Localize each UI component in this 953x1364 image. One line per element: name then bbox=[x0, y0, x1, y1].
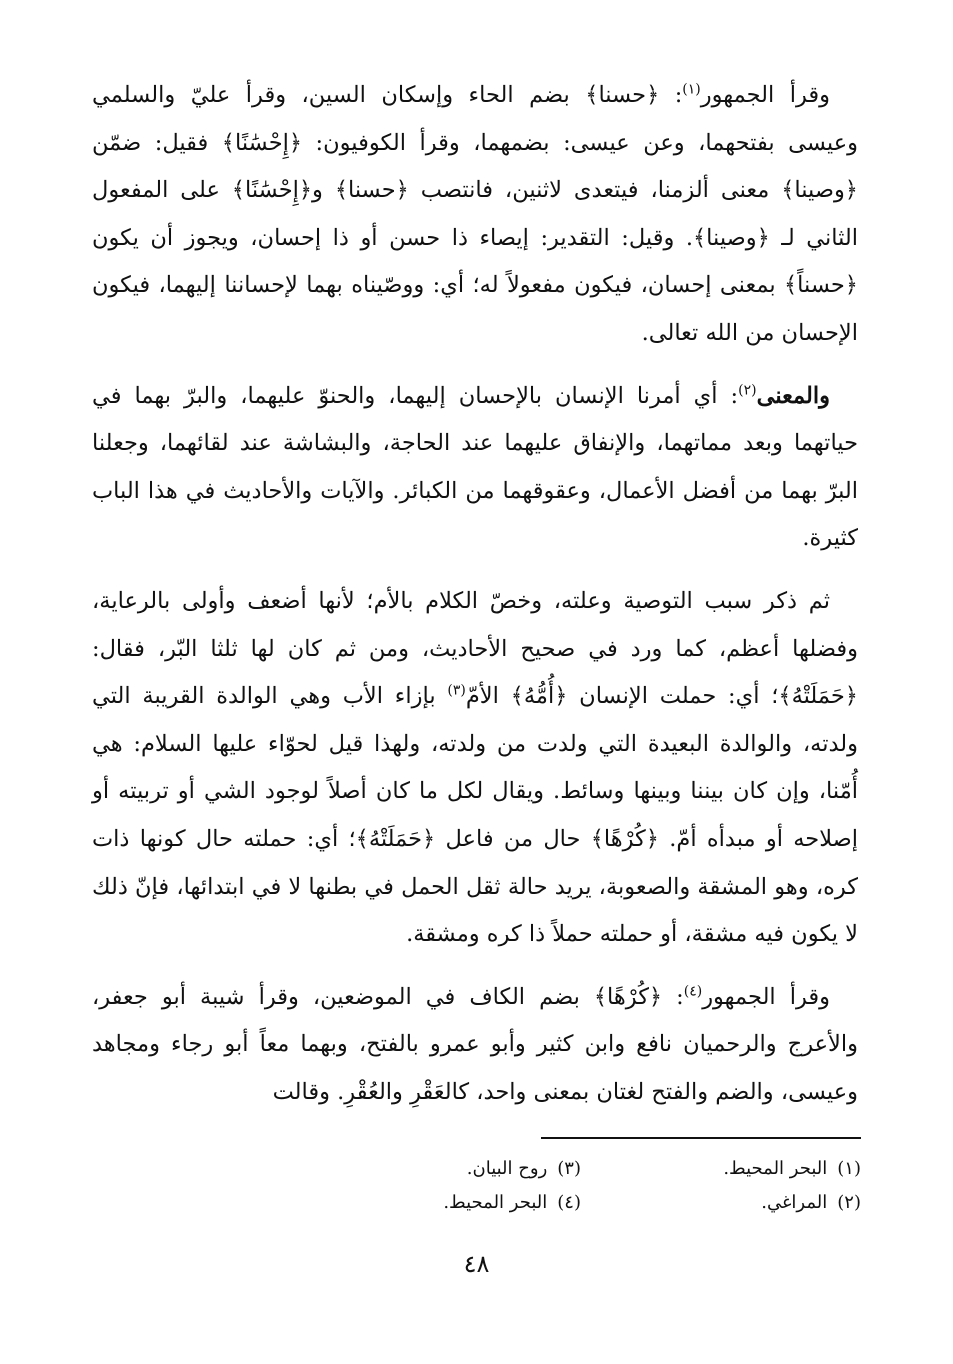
paragraph-lead: والمعنى bbox=[756, 382, 830, 409]
footnotes bbox=[301, 1152, 861, 1220]
footnote-ref-4[interactable]: (٤) bbox=[683, 983, 703, 1000]
paragraph-1: وقرأ الجمهور$^{(١)}$: ﴿حسنا﴾ بضم الحاء وإسكان السين، وقرأ عليّ والسلمي وعيسى بفتحهما، وعن عيسى: بضمهما، وقرأ الكوفيون: ﴿إِحْسَٰنًا﴾ فقيل: ضمّن ﴿وصينا﴾ معنى ألزمنا، فيتعدى لاثنين، فانتصب ﴿حسنا﴾ و﴿إِحْسَٰنًا﴾ على المفعول الثاني لـ ﴿وصينا﴾. وقيل: التقدير: إيصاء ذا حسن أو ذا إحسان، ويجوز أن يكون ﴿حسناً﴾ بمعنى إحسان، فيكون مفعولاً له؛ أي: ووصّيناه بهما لإحساننا إليهما، فيكون الإحسان من الله تعالى. bbox=[92, 81, 858, 346]
footnote-text: البحر المحيط. bbox=[443, 1192, 548, 1213]
footnote-number: (٤) bbox=[557, 1192, 581, 1213]
footnote-text: المراغي. bbox=[761, 1192, 828, 1213]
paragraph-4: وقرأ الجمهور$^{(٤)}$: ﴿كُرْهًا﴾ بضم الكاف في الموضعين، وقرأ شيبة أبو جعفر، والأعرج والرحميان نافع وابن كثير وأبو عمرو بالفتح، وبهما معاً أبو رجاء ومجاهد وعيسى، والضم والفتح لغتان بمعنى واحد، كالعَقْرِ والعُقْرِ. وقالت bbox=[92, 983, 858, 1105]
paragraph-3: ثم ذكر سبب التوصية وعلته، وخصّ الكلام بالأم؛ لأنها أضعف وأولى بالرعاية، وفضلها أعظم، كما ورد في صحيح الأحاديث، ومن ثم كان لها ثلثا البّر، فقال: ﴿حَمَلَتْهُ﴾؛ أي: حملت الإنسان ﴿أُمُّهُ﴾ الأمّ$^{(٣)}$ بإزاء الأب وهي الوالدة القريبة التي ولدته، والوالدة البعيدة التي ولدت من ولدته، ولهذا قيل لحوّاء عليها السلام: هي أُمّنا، وإن كان بيننا وبينها وسائط. ويقال لكل ما كان أصلاً لوجود الشي أو تربيته أو إصلاحه أو مبدأه أمّ. ﴿كُرْهًا﴾ حال من فاعل ﴿حَمَلَتْهُ﴾؛ أي: حملته حال كونها ذات كره، وهو المشقة والصعوبة، يريد حالة ثقل الحمل في بطنها لا في ابتدائها، فإنّ ذلك لا يكون فيه مشقة، أو حملته حملاً ذا كره ومشقة. bbox=[92, 587, 858, 948]
footnote-number: (٣) bbox=[557, 1158, 581, 1179]
footnote-divider bbox=[541, 1137, 861, 1139]
footnote-text: روح البيان. bbox=[466, 1158, 548, 1179]
footnote-ref-3[interactable]: (٣) bbox=[447, 682, 466, 699]
footnote-text: البحر المحيط. bbox=[723, 1158, 828, 1179]
body-text bbox=[92, 72, 858, 1116]
footnote-1 bbox=[581, 1152, 861, 1186]
paragraph-2: والمعنى$^{(٢)}$: أي أمرنا الإنسان بالإحسان إليهما، والحنوّ عليهما، والبرّ بهما في حياتهما وبعد مماتهما، والإنفاق عليهما عند الحاجة، والبشاشة عند لقائهما، وجعلنا البرّ بهما من أفضل الأعمال، وعقوقهما من الكبائر. والآيات والأحاديث في هذا الباب كثيرة. bbox=[92, 382, 858, 552]
footnote-number: (٢) bbox=[837, 1192, 861, 1213]
page-number: ٤٨ bbox=[463, 1250, 490, 1278]
footnote-3 bbox=[301, 1152, 581, 1186]
footnote-ref-2[interactable]: (٢) bbox=[738, 382, 757, 399]
footnote-4 bbox=[301, 1186, 581, 1220]
footnote-2 bbox=[581, 1186, 861, 1220]
footnote-number: (١) bbox=[837, 1158, 861, 1179]
footnote-ref-1[interactable]: (١) bbox=[682, 81, 701, 98]
